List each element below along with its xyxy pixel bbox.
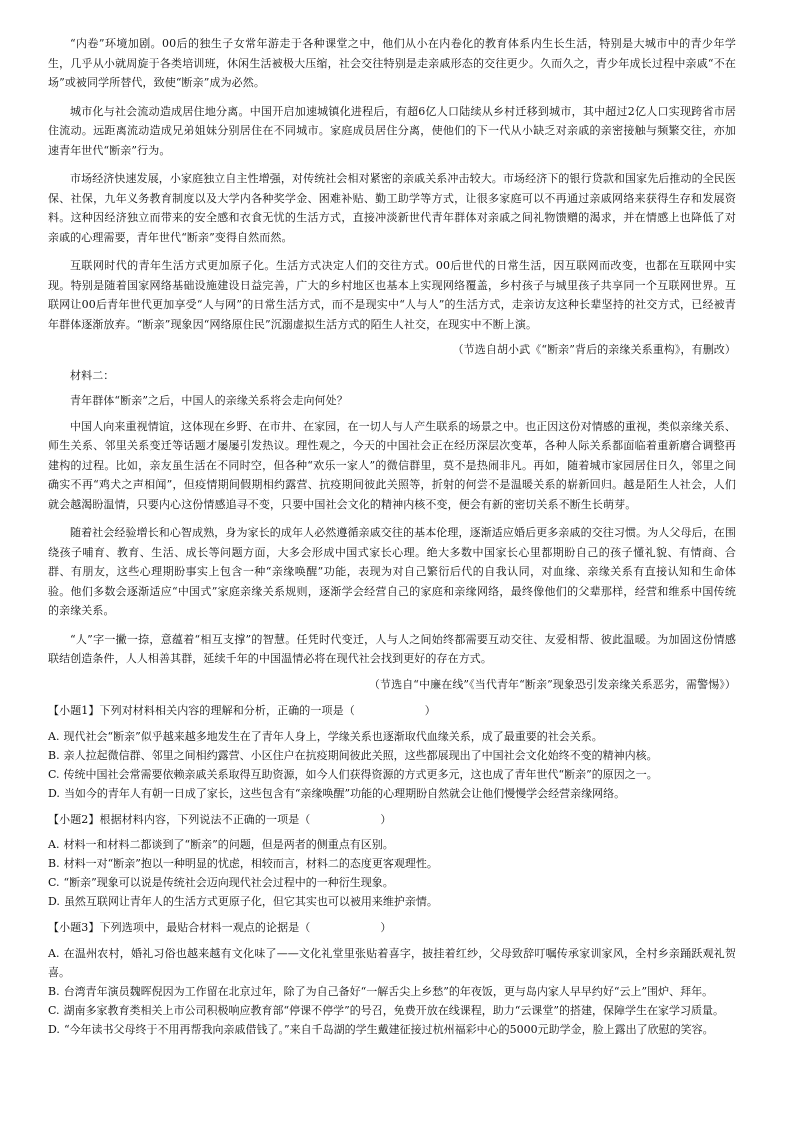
- question-3: [48, 918, 736, 1039]
- material-two-paragraph-3: 随着社会经验增长和心智成熟，身为家长的成年人必然遵循亲戚交往的基本伦理，逐渐适应婚后更多亲戚的交往习惯。为人父母后，在围绕孩子哺育、教育、生活、成长等问题方面，大多会形成中国式家长心理。绝大多数中国家长心里都期盼自己的孩子懂礼貌、有情商、合群、有朋友，这些心理期盼事实上包含一种“亲缘唤醒”功能，表现为对自己繁衍后代的自我认同，对血缘、亲缘关系有直接认知和生命体验。他们多数会逐渐适应“中国式”家庭亲缘关系规则，逐渐学会经营自己的家庭和亲缘网络，最终像他们的父辈那样，经营和维系中国传统的亲缘关系。: [48, 526, 736, 617]
- question-2-stem-end: ）: [380, 812, 392, 826]
- question-1-title: [48, 701, 736, 721]
- material-one-source: （节选自胡小武《“断亲”背后的亲缘关系重构》，有删改）: [452, 343, 736, 356]
- question-3-stem-end: ）: [380, 921, 392, 934]
- material-two-paragraph-4: “人”字一撇一捺，意蕴着“相互支撑”的智慧。任凭时代变迁，人与人之间始终都需要互动交往、友爱相帮、彼此温暖。为加固这份情感联结创造条件，人人相善其群，延续千年的中国温情必将在现代社会找到更好的存在方式。: [48, 632, 736, 665]
- question-2-title: [48, 810, 736, 830]
- question-1-option-b: B. 亲人拉起微信群、邻里之间相约露营、小区住户在抗疫期间彼此关照，这些都展现出了中国社会文化始终不变的精神内核。: [48, 748, 658, 762]
- material-two-paragraph-1: 青年群体“断亲”之后，中国人的亲缘关系将会走向何处？: [70, 394, 348, 407]
- question-3-title: [48, 918, 736, 938]
- question-3-stem: 【小题3】下列选项中，最贴合材料一观点的论据是（: [48, 921, 311, 934]
- question-3-option-c: C. 湖南多家教育类相关上市公司积极响应教育部“停课不停学”的号召，免费开放在线课程，助力“云课堂”的搭建，保障学生在家学习质量。: [48, 1003, 725, 1017]
- question-2-option-b: B. 材料一对“断亲”抱以一种明显的忧虑，相较而言，材料二的态度更客观理性。: [48, 857, 438, 870]
- question-1-stem: 【小题1】下列对材料相关内容的理解和分析，正确的一项是（: [48, 704, 355, 717]
- question-2-stem: 【小题2】根据材料内容，下列说法不正确的一项是（: [48, 812, 311, 826]
- material-one: [48, 34, 736, 360]
- question-2-option-d: D. 虽然互联网让青年人的生活方式更原子化，但它其实也可以被用来维护亲情。: [48, 895, 438, 908]
- question-3-option-a: A. 在温州农村，婚礼习俗也越来越有文化味了——文化礼堂里张贴着喜字，披挂着红纱，父母致辞叮嘱传承家训家风，全村乡亲踊跃观礼贺喜。: [48, 946, 736, 979]
- question-3-option-b: B. 台湾青年演员魏晖倪因为工作留在北京过年，除了为自己备好“一解舌尖上乡愁”的年夜饭，更与岛内家人早早约好“云上”围炉、拜年。: [48, 984, 714, 998]
- question-1-option-a: A. 现代社会“断亲”似乎越来越多地发生在了青年人身上，学缘关系也逐渐取代血缘关系，成了最重要的社会关系。: [48, 729, 603, 743]
- material-one-paragraph-2: 城市化与社会流动造成居住地分离。中国开启加速城镇化进程后，有超6亿人口陆续从乡村迁移到城市，其中超过2亿人口实现跨省市居住流动。远距离流动造成兄弟姐妹分别居住在不同城市。家庭成员居住分离，使他们的下一代从小缺乏对亲戚的亲密接触与频繁交往，亦加速青年世代“断亲”行为。: [48, 104, 736, 157]
- question-1-stem-end: ）: [424, 704, 436, 717]
- material-two-source: （节选自“中廉在线”《当代青年“断亲”现象恐引发亲缘关系恶劣，需警惕》）: [368, 677, 736, 691]
- question-1-option-d: D. 当如今的青年人有朝一日成了家长，这些包含有“亲缘唤醒”功能的心理期盼自然就会让他们慢慢学会经营亲缘网络。: [48, 786, 626, 800]
- question-1-option-c: C. 传统中国社会常需要依赖亲戚关系取得互助资源，如今人们获得资源的方式更多元，这也成了青年世代“断亲”的原因之一。: [48, 767, 658, 781]
- material-two-label: 材料二：: [70, 368, 115, 382]
- question-2-option-c: C. “断亲”现象可以说是传统社会迈向现代社会过程中的一种衍生现象。: [48, 876, 394, 889]
- material-one-paragraph-3: 市场经济快速发展，小家庭独立自主性增强，对传统社会相对紧密的亲戚关系冲击较大。市场经济下的银行贷款和国家先后推动的全民医保、社保，九年义务教育制度以及大学内各种奖学金、困难补贴、勤工助学等方式，让很多家庭可以不再通过亲戚网络来获得生存和发展资料。这种因经济独立而带来的安全感和衣食无忧的生活方式，直接冲淡新世代青年群体对亲戚之间礼物馈赠的渴求，并在情感上也降低了对亲戚的心理需要，青年世代“断亲”变得自然而然。: [48, 172, 736, 244]
- material-one-paragraph-1: “内卷”环境加剧。00后的独生子女常年游走于各种课堂之中，他们从小在内卷化的教育体系内生长生活，特别是大城市中的青少年学生，几乎从小就周旋于各类培训班，休闲生活被极大压缩，社会交往特别是走亲戚形态的交往更少。久而久之，青少年成长过程中亲戚“不在场”或被同学所替代，致使“断亲”成为必然。: [48, 37, 736, 89]
- question-3-option-d: D. “今年读书父母终于不用再帮我向亲戚借钱了。”来自千岛湖的学生戴建征接过杭州福彩中心的5000元助学金，脸上露出了欣慰的笑容。: [48, 1022, 714, 1036]
- material-one-paragraph-4: 互联网时代的青年生活方式更加原子化。生活方式决定人们的交往方式。00后世代的日常生活，因互联网而改变，也都在互联网中实现。特别是随着国家网络基础设施建设日益完善，广大的乡村地区也基本上实现网络覆盖，乡村孩子与城里孩子共享同一个互联网世界。互联网让00后青年世代更加享受“人与网”的日常生活方式，而不是现实中“人与人”的生活方式，走亲访友这种长辈坚持的社交方式，已经被青年群体逐渐放弃。“断亲”现象因“网络原住民”沉溺虚拟生活方式的陌生人社交，在现实中不断上演。: [48, 259, 736, 331]
- material-two-paragraph-2: 中国人向来重视情谊，这体现在乡野、在市井、在家园，在一切人与人产生联系的场景之中。也正因这份对情感的重视，类似亲缘关系、师生关系、邻里关系变迁等话题才屡屡引发热议。理性观之，今天的中国社会正在经历深层次变革，各种人际关系都面临着重新磨合调整再建构的过程。比如，亲友虽生活在不同时空，但各种“欢乐一家人”的微信群里，莫不是热闹非凡。再如，随着城市家园居住日久，邻里之间确实不再“鸡犬之声相闻”，但疫情期间假期相约露营、抗疫期间彼此关照等，折射的何尝不是温暖关系的崭新回归。越是陌生人社会，人们就会越渴盼温情，只要内心这份情感追寻不变，只要中国社会文化的精神内核不变，便会有新的密切关系不断生长萌芽。: [48, 419, 736, 511]
- material-two: [48, 366, 736, 695]
- question-2-option-a: A. 材料一和材料二都谈到了“断亲”的问题，但是两者的侧重点有区别。: [48, 838, 394, 851]
- question-1: [48, 701, 736, 803]
- question-2: [48, 810, 736, 912]
